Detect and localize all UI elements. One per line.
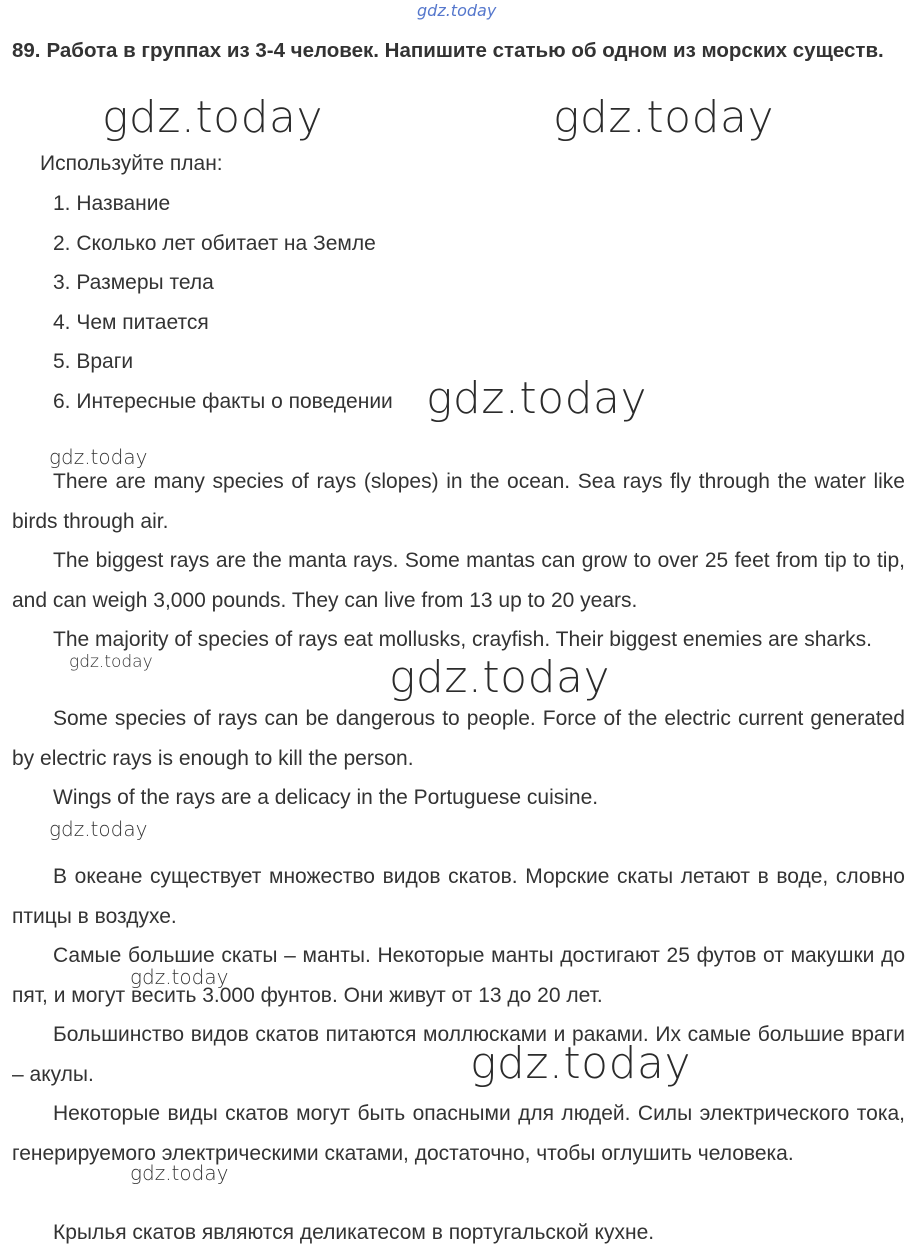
plan-intro: Используйте план: <box>40 152 223 175</box>
plan-list <box>53 192 393 430</box>
english-paragraph: The biggest rays are the manta rays. Some mantas can grow to over 25 feet from tip to tip, and can weigh 3,000 pounds. They can live from 13 up to 20 years. <box>12 549 905 612</box>
watermark: gdz.today <box>389 652 611 703</box>
english-paragraph: The majority of species of rays eat mollusks, crayfish. Their biggest enemies are sharks. <box>53 628 872 651</box>
watermark: gdz.today <box>470 1038 692 1089</box>
russian-paragraph: Некоторые виды скатов могут быть опасными для людей. Силы электрического тока, генерируемого электрическими скатами, достаточно, чтобы оглушить человека. <box>12 1102 905 1165</box>
russian-paragraph: Крылья скатов являются деликатесом в португальской кухне. <box>53 1221 655 1244</box>
watermark-top: gdz.today <box>417 1 497 20</box>
task-number: 89. <box>12 39 41 62</box>
english-paragraph: There are many species of rays (slopes) in the ocean. Sea rays fly through the water like birds through air. <box>12 470 905 533</box>
plan-item: 6. Интересные факты о поведении <box>53 389 393 413</box>
watermark: gdz.today <box>49 817 148 841</box>
plan-item: 5. Враги <box>53 350 134 374</box>
watermark: gdz.today <box>553 92 775 143</box>
watermark: gdz.today <box>49 445 148 469</box>
plan-item: 2. Сколько лет обитает на Земле <box>53 231 376 255</box>
task-title: Работа в группах из 3-4 человек. Напишите статью об одном из морских существ. <box>46 39 884 62</box>
plan-item: 1. Название <box>53 192 171 215</box>
english-paragraph: Wings of the rays are a delicacy in the Portuguese cuisine. <box>53 786 599 809</box>
russian-paragraph: В океане существует множество видов скатов. Морские скаты летают в воде, словно птицы в воздухе. <box>12 865 905 928</box>
plan-item: 3. Размеры тела <box>53 271 214 295</box>
watermark: gdz.today <box>69 652 153 672</box>
watermark: gdz.today <box>102 92 324 143</box>
task-heading <box>12 32 905 70</box>
russian-paragraph: Большинство видов скатов питаются моллюсками и раками. Их самые большие враги – акулы. <box>12 1023 905 1086</box>
watermark: gdz.today <box>426 373 648 424</box>
plan-item: 4. Чем питается <box>53 310 209 334</box>
english-paragraph: Some species of rays can be dangerous to people. Force of the electric current generated by electric rays is enough to kill the person. <box>12 707 905 770</box>
watermark: gdz.today <box>130 965 229 989</box>
russian-paragraph: Самые большие скаты – манты. Некоторые манты достигают 25 футов от макушки до пят, и могут весить 3.000 фунтов. Они живут от 13 до 20 лет. <box>12 944 905 1007</box>
watermark: gdz.today <box>130 1161 229 1185</box>
